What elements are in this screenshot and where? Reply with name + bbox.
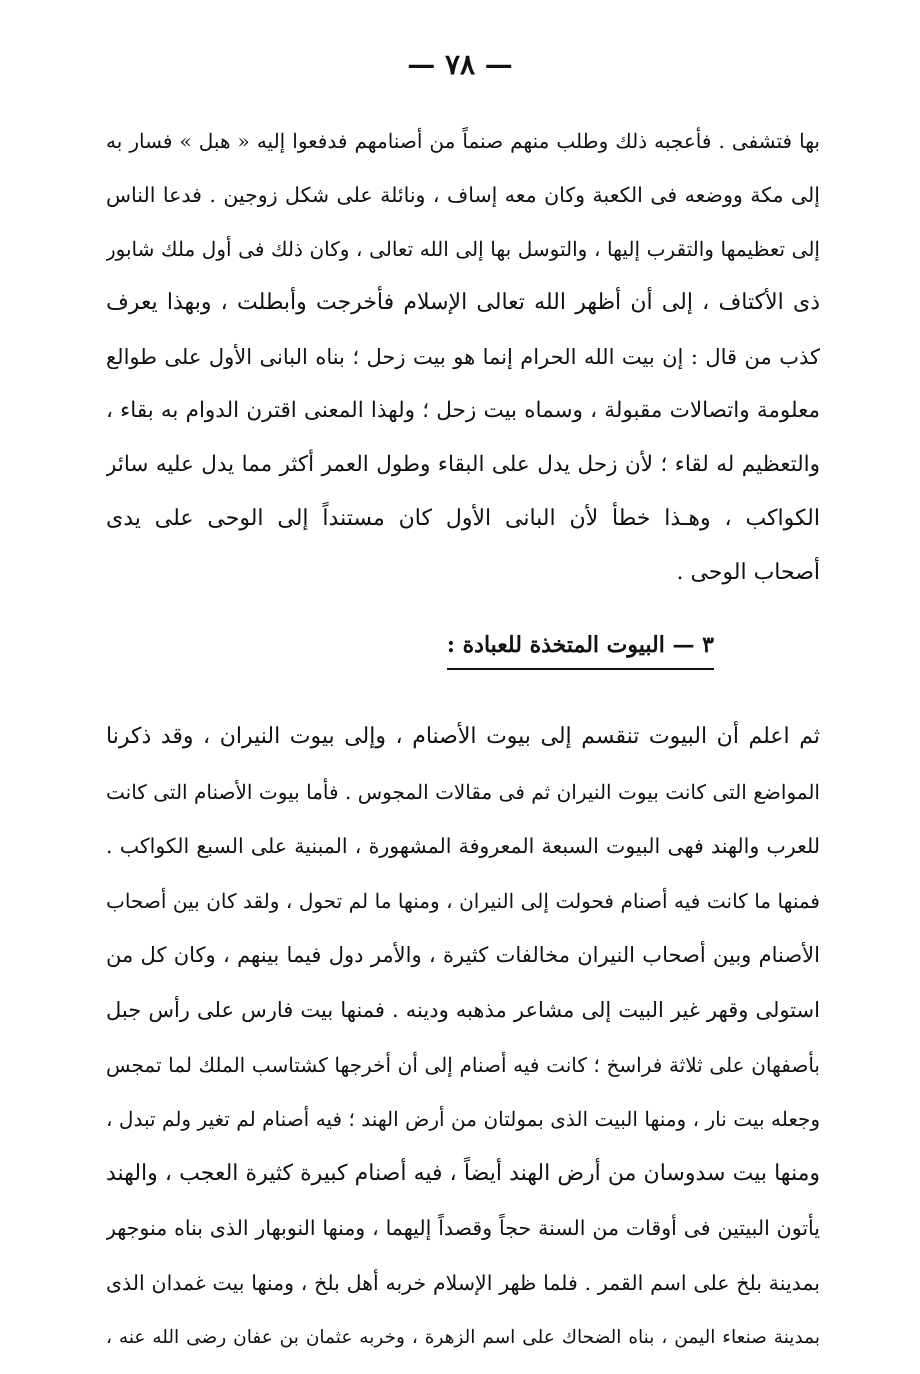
paragraph-2-line: للعرب والهند فهى البيوت السبعة المعروفة المشهورة ، المبنية على السبع الكواكب .	[106, 834, 820, 859]
paragraph-2-line: بمدينة صنعاء اليمن ، بناه الضحاك على اسم الزهرة ، وخربه عثمان بن عفان رضى الله عنه ،	[106, 1326, 820, 1348]
paragraph-1-line: معلومة واتصالات مقبولة ، وسماه بيت زحل ؛ ولهذا المعنى اقترن الدوام به بقاء ،	[106, 398, 820, 423]
paragraph-2-line: الأصنام وبين أصحاب النيران مخالفات كثيرة ، والأمر دول فيما بينهم ، وكان كل من	[106, 943, 820, 968]
paragraph-2-line: ومنها بيت سدوسان من أرض الهند أيضاً ، فيه أصنام كبيرة كثيرة العجب ، والهند	[106, 1160, 820, 1186]
paragraph-1-line: بها فتشفى . فأعجبه ذلك وطلب منهم صنماً من أصنامهم فدفعوا إليه « هبل » فسار به	[106, 129, 820, 153]
paragraph-2-line: بمدينة بلخ على اسم القمر . فلما ظهر الإسلام خربه أهل بلخ ، ومنها بيت غمدان الذى	[106, 1270, 820, 1295]
paragraph-2-line: وجعله بيت نار ، ومنها البيت الذى بمولتان من أرض الهند ؛ فيه أصنام لم تغير ولم تبدل ،	[106, 1107, 820, 1132]
paragraph-2-line: فمنها ما كانت فيه أصنام فحولت إلى النيران ، ومنها ما لم تحول ، ولقد كان بين أصحاب	[106, 888, 820, 913]
paragraph-2-line: بأصفهان على ثلاثة فراسخ ؛ كانت فيه أصنام إلى أن أخرجها كشتاسب الملك لما تمجس	[106, 1052, 820, 1077]
paragraph-2-line: المواضع التى كانت بيوت النيران ثم فى مقالات المجوس . فأما بيوت الأصنام التى كانت	[106, 779, 820, 804]
paragraph-2-line: يأتون البيتين فى أوقات من السنة حجاً وقصداً إليهما ، ومنها النوبهار الذى بناه منوجهر	[106, 1216, 820, 1241]
paragraph-1-line: أصحاب الوحى .	[676, 560, 820, 585]
paragraph-2-line: استولى وقهر غير البيت إلى مشاعر مذهبه ودينه . فمنها بيت فارس على رأس جبل	[106, 997, 820, 1022]
section-heading: ٣ — البيوت المتخذة للعبادة :	[447, 632, 714, 670]
paragraph-1-line: كذب من قال : إن بيت الله الحرام إنما هو بيت زحل ؛ بناه البانى الأول على طوالع	[106, 345, 820, 369]
paragraph-1	[106, 114, 820, 600]
paragraph-1-line: ذى الأكتاف ، إلى أن أظهر الله تعالى الإسلام فأخرجت وأبطلت ، وبهذا يعرف	[106, 290, 820, 315]
paragraph-2	[106, 710, 820, 1365]
paragraph-1-line: الكواكب ، وهـذا خطأ لأن البانى الأول كان مستنداً إلى الوحى على يدى	[106, 506, 820, 531]
paragraph-2-line: ثم اعلم أن البيوت تنقسم إلى بيوت الأصنام ، وإلى بيوت النيران ، وقد ذكرنا	[106, 724, 820, 749]
paragraph-1-line: إلى مكة ووضعه فى الكعبة وكان معه إساف ، ونائلة على شكل زوجين . فدعا الناس	[106, 183, 820, 207]
page-number: — ٧٨ —	[407, 48, 513, 81]
paragraph-1-line: والتعظيم له لقاء ؛ لأن زحل يدل على البقاء وطول العمر أكثر مما يدل عليه سائر	[106, 452, 820, 477]
paragraph-1-line: إلى تعظيمها والتقرب إليها ، والتوسل بها إلى الله تعالى ، وكان ذلك فى أول ملك شابور	[106, 237, 820, 261]
